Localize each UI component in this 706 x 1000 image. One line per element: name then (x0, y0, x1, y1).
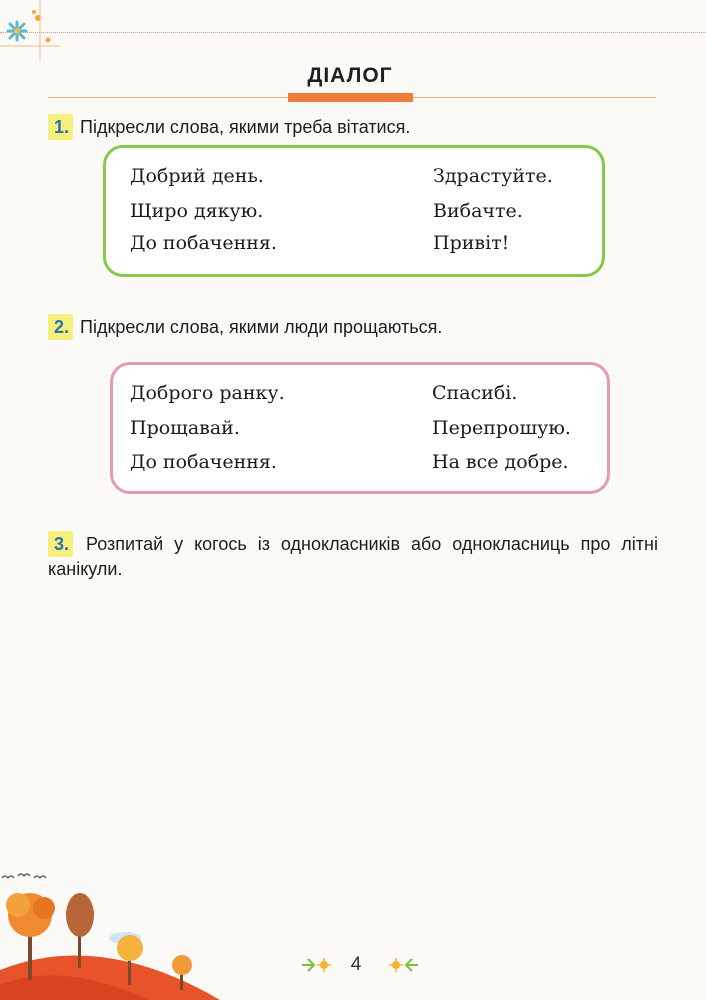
top-dotted-border (0, 32, 706, 33)
task-number: 1. (48, 114, 73, 140)
word-option[interactable]: Щиро дякую. (130, 200, 264, 222)
task-text: Підкресли слова, якими треба вітатися. (80, 117, 411, 137)
word-option[interactable]: Привіт! (433, 232, 510, 254)
word-option[interactable]: До побачення. (130, 451, 277, 473)
task-number: 3. (48, 531, 73, 557)
word-option[interactable]: Добрий день. (130, 165, 264, 187)
task-2 (48, 314, 442, 340)
farewell-words-box (110, 362, 610, 494)
task-text: Розпитай у когось із однокласників або однокласниць про літні канікули. (48, 534, 658, 579)
title-accent-bar (288, 93, 413, 102)
task-1 (48, 114, 410, 140)
word-option[interactable]: Доброго ранку. (130, 382, 285, 404)
task-number: 2. (48, 314, 73, 340)
word-option[interactable]: Спасибі. (432, 382, 518, 404)
word-option[interactable]: На все добре. (432, 451, 569, 473)
word-option[interactable]: Вибачте. (433, 200, 523, 222)
word-option[interactable]: Здрастуйте. (433, 165, 553, 187)
word-option[interactable]: Прощавай. (130, 417, 240, 439)
task-text: Підкресли слова, якими люди прощаються. (80, 317, 443, 337)
word-option[interactable]: До побачення. (130, 232, 277, 254)
task-3 (48, 531, 658, 581)
page-number: 4 (350, 954, 362, 975)
leaf-ornament-icon (300, 956, 334, 974)
section-header (0, 60, 706, 108)
greeting-words-box (103, 145, 605, 277)
word-option[interactable]: Перепрошую. (432, 417, 571, 439)
leaf-ornament-icon (386, 956, 420, 974)
page-title: ДІАЛОГ (307, 64, 393, 87)
page-footer (0, 952, 706, 982)
